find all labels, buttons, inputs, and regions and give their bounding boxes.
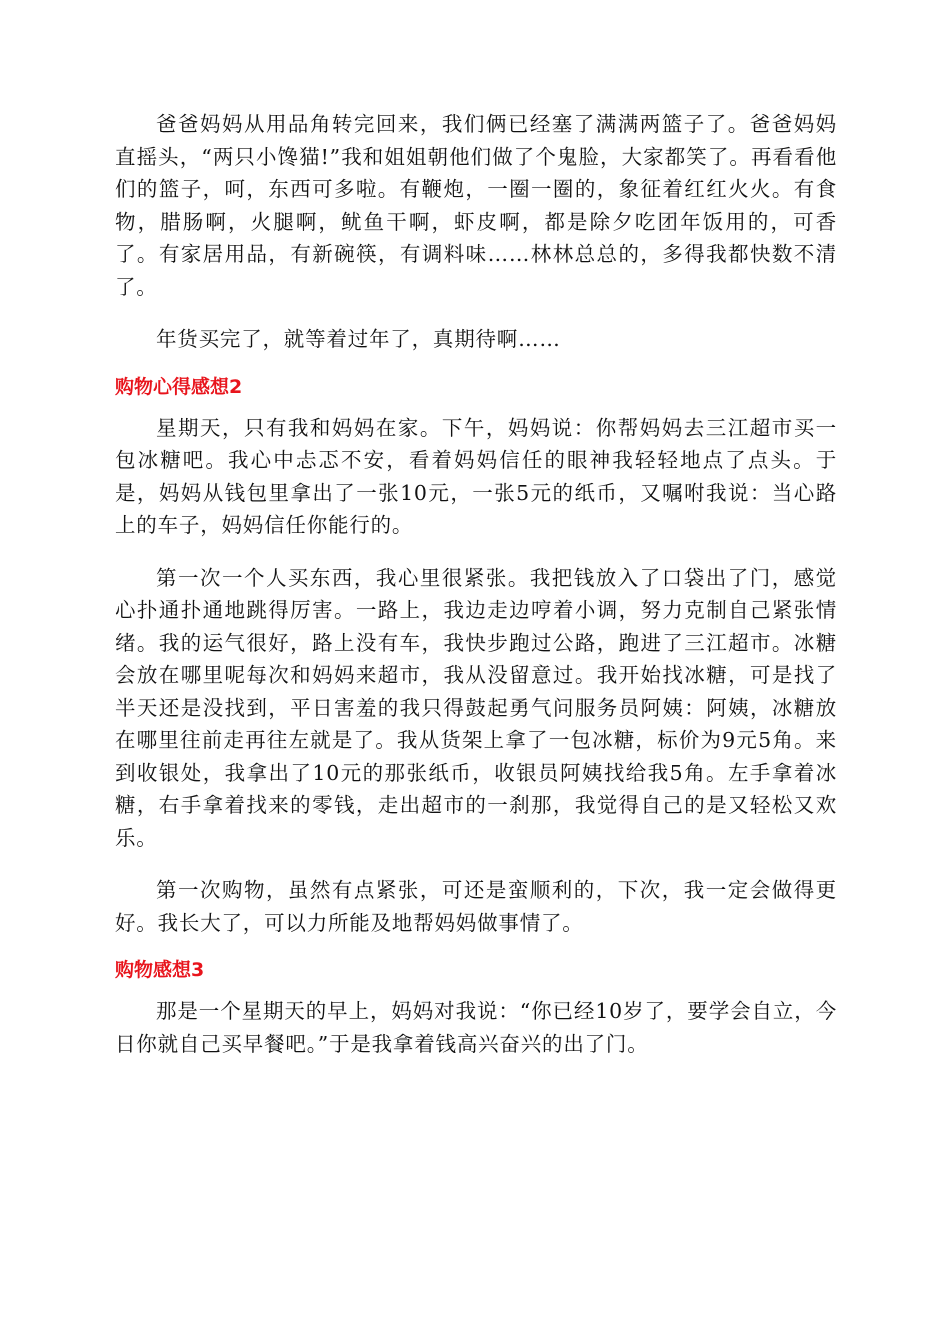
document-body xyxy=(115,108,837,1060)
paragraph: 星期天，只有我和妈妈在家。下午，妈妈说：你帮妈妈去三江超市买一包冰糖吧。我心中忐忑不安，看着妈妈信任的眼神我轻轻地点了点头。于是，妈妈从钱包里拿出了一张10元，一张5元的纸币，又嘱咐我说：当心路上的车子，妈妈信任你能行的。 xyxy=(115,415,837,537)
paragraph: 年货买完了，就等着过年了，真期待啊…… xyxy=(156,327,561,351)
paragraph: 那是一个星期天的早上，妈妈对我说：“你已经10岁了，要学会自立，今日你就自己买早餐吧。”于是我拿着钱高兴奋兴的出了门。 xyxy=(115,999,837,1056)
paragraph: 爸爸妈妈从用品角转完回来，我们俩已经塞了满满两篮子了。爸爸妈妈直摇头，“两只小馋猫!”我和姐姐朝他们做了个鬼脸，大家都笑了。再看看他们的篮子，呵，东西可多啦。有鞭炮，一圈一圈的，象征着红红火火。有食物，腊肠啊，火腿啊，鱿鱼干啊，虾皮啊，都是除夕吃团年饭用的，可香了。有家居用品，有新碗筷，有调料味……林林总总的，多得我都快数不清了。 xyxy=(115,112,837,299)
paragraph: 第一次一个人买东西，我心里很紧张。我把钱放入了口袋出了门，感觉心扑通扑通地跳得厉害。一路上，我边走边哼着小调，努力克制自己紧张情绪。我的运气很好，路上没有车，我快步跑过公路，跑进了三江超市。冰糖会放在哪里呢每次和妈妈来超市，我从没留意过。我开始找冰糖，可是找了半天还是没找到，平日害羞的我只得鼓起勇气问服务员阿姨：阿姨，冰糖放在哪里往前走再往左就是了。我从货架上拿了一包冰糖，标价为9元5角。来到收银处，我拿出了10元的那张纸币，收银员阿姨找给我5角。左手拿着冰糖，右手拿着找来的零钱，走出超市的一刹那，我觉得自己的是又轻松又欢乐。 xyxy=(115,565,837,850)
section-heading: 购物感想3 xyxy=(115,959,205,981)
paragraph: 第一次购物，虽然有点紧张，可还是蛮顺利的，下次，我一定会做得更好。我长大了，可以力所能及地帮妈妈做事情了。 xyxy=(115,878,837,935)
section-heading: 购物心得感想2 xyxy=(115,375,243,398)
